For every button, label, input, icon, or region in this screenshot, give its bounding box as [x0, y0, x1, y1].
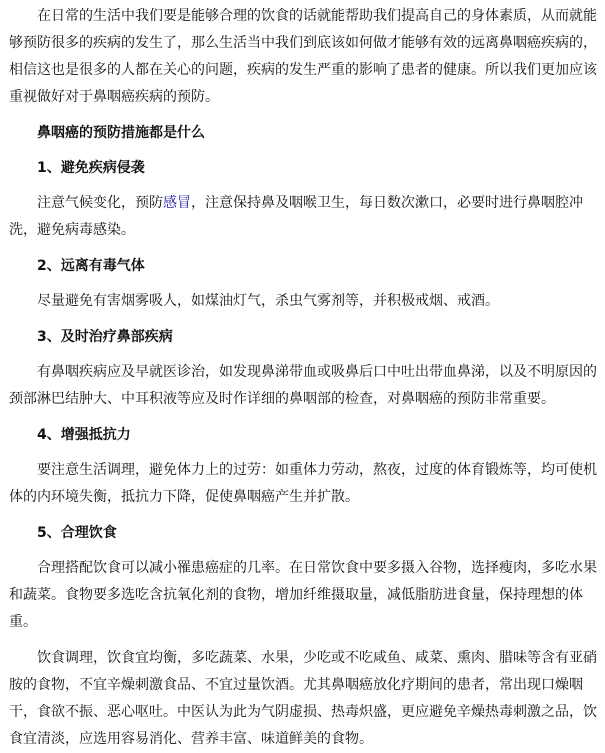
section-heading: 1、避免疾病侵袭 — [37, 160, 145, 176]
section-paragraph: 饮食调理，饮食宜均衡，多吃蔬菜、水果，少吃或不吃咸鱼、咸菜、熏肉、腊味等含有亚硝胺的食物，不宜辛燥刺激食品、不宜过量饮酒。尤其鼻咽癌放化疗期间的患者，常出现口燥咽干，食欲不振、恶心呕吐。中医认为此为气阴虚损、热毒炽盛，更应避免辛燥热毒刺激之品，饮食宜清淡，应选用容易消化、营养丰富、味道鲜美的食物。 — [9, 650, 597, 747]
main-heading: 鼻咽癌的预防措施都是什么 — [37, 125, 205, 141]
text: ，注意保持鼻及咽喉卫生，每日数次漱口，必要时进行鼻咽腔冲洗，避免病毒感染。 — [9, 195, 583, 238]
section-heading: 5、合理饮食 — [37, 525, 117, 541]
section-paragraph: 要注意生活调理，避免体力上的过劳：如重体力劳动，熬夜，过度的体育锻炼等，均可使机体的内环境失衡，抵抗力下降，促使鼻咽癌产生并扩散。 — [9, 462, 597, 505]
section-heading: 2、远离有毒气体 — [37, 258, 145, 274]
section-paragraph: 尽量避免有害烟雾吸人，如煤油灯气，杀虫气雾剂等，并积极戒烟、戒酒。 — [37, 293, 499, 309]
text: 注意气候变化，预防 — [37, 195, 163, 211]
section-paragraph: 有鼻咽疾病应及早就医诊治，如发现鼻涕带血或吸鼻后口中吐出带血鼻涕，以及不明原因的颈部淋巴结肿大、中耳积液等应及时作详细的鼻咽部的检查，对鼻咽癌的预防非常重要。 — [9, 364, 597, 407]
section-paragraph: 合理搭配饮食可以减小罹患癌症的几率。在日常饮食中要多摄入谷物，选择瘦肉，多吃水果和蔬菜。食物要多选吃含抗氧化剂的食物，增加纤维摄取量，减低脂肪进食量，保持理想的体重。 — [9, 560, 597, 630]
intro-paragraph: 在日常的生活中我们要是能够合理的饮食的话就能帮助我们提高自己的身体素质，从而就能够预防很多的疾病的发生了，那么生活当中我们到底该如何做才能够有效的远离鼻咽癌疾病的，相信这也是很多的人都在关心的问题，疾病的发生严重的影响了患者的健康。所以我们更加应该重视做好对于鼻咽癌疾病的预防。 — [9, 8, 597, 105]
section-heading: 4、增强抵抗力 — [37, 427, 131, 443]
section-heading: 3、及时治疗鼻部疾病 — [37, 329, 173, 345]
cold-link[interactable]: 感冒 — [163, 195, 191, 211]
section-paragraph — [9, 190, 599, 244]
